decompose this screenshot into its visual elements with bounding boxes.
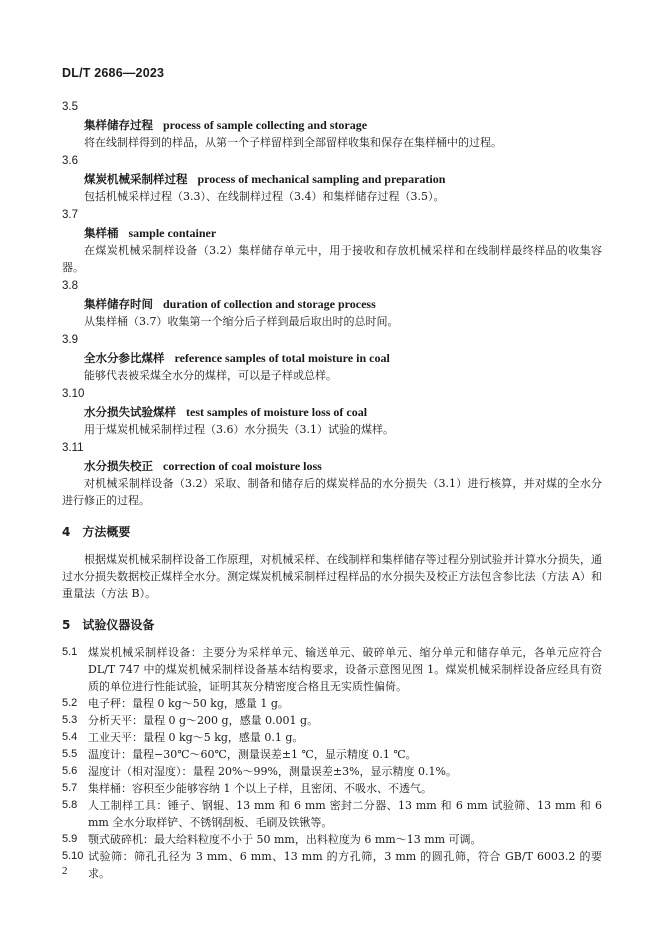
term-number: 3.9 [62, 334, 78, 346]
term-3-11 [62, 438, 602, 509]
term-title-en: test samples of moisture loss of coal [186, 405, 368, 419]
item-text: 分析天平：量程 0 g～200 g，感量 0.001 g。 [88, 714, 319, 727]
term-3-6 [62, 151, 602, 205]
list-item [62, 780, 602, 797]
term-definition: 能够代表被采煤全水分的煤样，可以是子样或总样。 [84, 369, 337, 382]
term-definition: 包括机械采样过程（3.3）、在线制样过程（3.4）和集样储存过程（3.5）。 [84, 190, 445, 203]
list-item [62, 831, 602, 848]
item-number: 5.9 [62, 833, 78, 845]
item-text: 煤炭机械采制样设备：主要分为采样单元、输送单元、破碎单元、缩分单元和储存单元，各单元应符合 DL/T 747 中的煤炭机械采制样设备基本结构要求，设备示意图见图 1。煤炭机械采制样设备应经具有资质的单位进行性能试验，证明其灰分精密度合格且无实质性偏倚。 [88, 646, 602, 693]
term-definition: 将在线制样得到的样品，从第一个子样留样到全部留样收集和保存在集样桶中的过程。 [84, 136, 502, 149]
item-number: 5.7 [62, 782, 78, 794]
term-title [62, 117, 602, 134]
item-number: 5.1 [62, 646, 78, 658]
list-item [62, 644, 602, 695]
list-item [62, 695, 602, 712]
term-definition: 从集样桶（3.7）收集第一个缩分后子样到最后取出时的总时间。 [84, 315, 399, 328]
term-3-7 [62, 205, 602, 276]
item-text: 颚式破碎机：最大给料粒度不小于 50 mm，出料粒度为 6 mm～13 mm 可调。 [88, 833, 482, 846]
item-number: 5.3 [62, 714, 78, 726]
term-title-en: correction of coal moisture loss [163, 459, 322, 473]
list-item [62, 763, 602, 780]
term-title-cn: 水分损失试验煤样 [84, 405, 176, 419]
term-title-cn: 集样桶 [84, 226, 119, 240]
term-number: 3.6 [62, 155, 78, 167]
item-number: 5.10 [62, 850, 84, 862]
term-3-5 [62, 97, 602, 151]
term-3-10 [62, 384, 602, 438]
list-item [62, 712, 602, 729]
term-definition: 对机械采制样设备（3.2）采取、制备和储存后的煤炭样品的水分损失（3.1）进行核算，并对煤的全水分进行修正的过程。 [62, 477, 602, 507]
item-text: 试验筛：筛孔孔径为 3 mm、6 mm、13 mm 的方孔筛，3 mm 的圆孔筛，符合 GB/T 6003.2 的要求。 [88, 850, 602, 880]
term-title-en: sample container [128, 226, 217, 240]
term-title [62, 296, 602, 313]
list-item [62, 729, 602, 746]
term-title [62, 350, 602, 367]
item-text: 电子秤：量程 0 kg～50 kg，感量 1 g。 [88, 697, 289, 710]
page-number: 2 [62, 865, 68, 877]
item-number: 5.2 [62, 697, 78, 709]
term-title-en: duration of collection and storage process [163, 297, 376, 311]
list-item [62, 746, 602, 763]
term-number: 3.8 [62, 280, 78, 292]
item-number: 5.4 [62, 731, 78, 743]
term-number: 3.7 [62, 209, 78, 221]
page-content [62, 97, 602, 882]
term-title [62, 404, 602, 421]
term-title-cn: 煤炭机械采制样过程 [84, 172, 188, 186]
standard-code: DL/T 2686—2023 [62, 66, 165, 80]
term-3-8 [62, 276, 602, 330]
term-title [62, 171, 602, 188]
term-title-en: reference samples of total moisture in coal [174, 351, 390, 365]
term-title-cn: 全水分参比煤样 [84, 351, 165, 365]
section-4-paragraph: 根据煤炭机械采制样设备工作原理，对机械采样、在线制样和集样储存等过程分别试验并计算水分损失，通过水分损失数据校正煤样全水分。测定煤炭机械采制样过程样品的水分损失及校正方法包含参比法（方法 A）和重量法（方法 B）。 [62, 553, 602, 600]
term-title-en: process of mechanical sampling and preparation [197, 172, 446, 186]
term-number: 3.11 [62, 442, 84, 454]
term-number: 3.5 [62, 101, 78, 113]
term-definition: 用于煤炭机械采制样过程（3.6）水分损失（3.1）试验的煤样。 [84, 423, 394, 436]
term-title-cn: 集样储存时间 [84, 297, 153, 311]
term-title [62, 225, 602, 242]
section-4-heading: 4 方法概要 [62, 525, 131, 539]
section-5-heading: 5 试验仪器设备 [62, 618, 155, 632]
term-definition: 在煤炭机械采制样设备（3.2）集样储存单元中，用于接收和存放机械采样和在线制样最终样品的收集容器。 [62, 244, 602, 274]
equipment-list [62, 644, 602, 882]
term-3-9 [62, 330, 602, 384]
term-title-en: process of sample collecting and storage [163, 118, 368, 132]
list-item [62, 848, 602, 882]
item-text: 温度计：量程−30℃～60℃，测量误差±1 ℃，显示精度 0.1 ℃。 [88, 748, 417, 761]
item-number: 5.5 [62, 748, 78, 760]
term-title-cn: 集样储存过程 [84, 118, 153, 132]
item-text: 集样桶：容积至少能够容纳 1 个以上子样，且密闭、不吸水、不透气。 [88, 782, 432, 795]
item-number: 5.6 [62, 765, 78, 777]
term-title-cn: 水分损失校正 [84, 459, 153, 473]
item-text: 工业天平：量程 0 kg～5 kg，感量 0.1 g。 [88, 731, 304, 744]
item-number: 5.8 [62, 799, 78, 811]
item-text: 湿度计（相对湿度）：量程 20%～99%，测量误差±3%，显示精度 0.1%。 [88, 765, 458, 778]
item-text: 人工制样工具：锤子、钢辊、13 mm 和 6 mm 密封二分器、13 mm 和 6 mm 试验筛、13 mm 和 6 mm 全水分取样铲、不锈钢刮板、毛刷及铁锹等。 [88, 799, 602, 829]
term-title [62, 458, 602, 475]
list-item [62, 797, 602, 831]
term-number: 3.10 [62, 388, 85, 400]
